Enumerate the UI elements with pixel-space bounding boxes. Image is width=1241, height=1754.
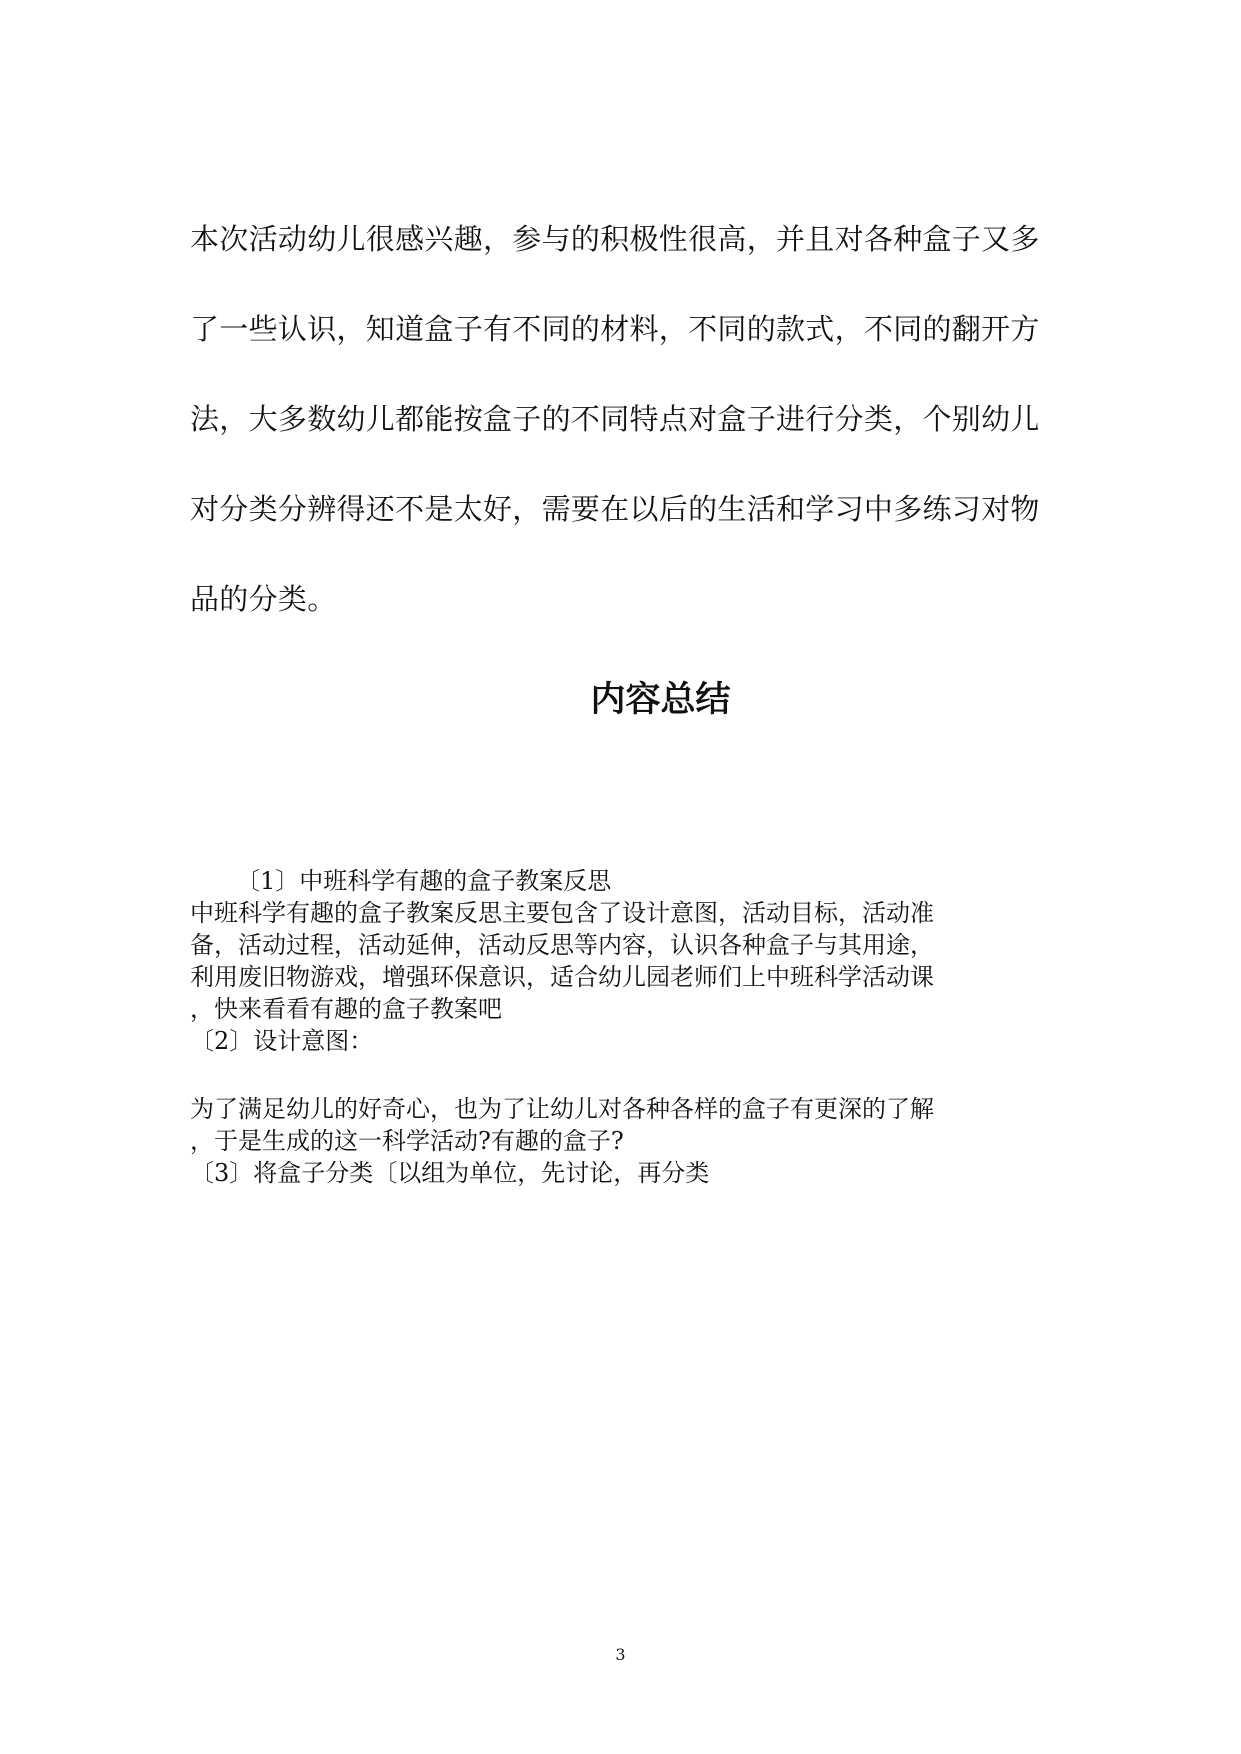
summary-item-3-heading: 〔3〕将盒子分类〔以组为单位，先讨论，再分类 xyxy=(190,1159,710,1187)
body-line: 本次活动幼儿很感兴趣，参与的积极性很高，并且对各种盒子又多 xyxy=(190,222,1040,256)
summary-spacer xyxy=(190,1057,1070,1093)
body-line: 品的分类。 xyxy=(190,582,337,616)
summary-section xyxy=(190,865,1070,1189)
body-line: 了一些认识，知道盒子有不同的材料，不同的款式，不同的翻开方 xyxy=(190,312,1040,346)
summary-item-2-heading: 〔2〕设计意图： xyxy=(190,1027,374,1055)
summary-line: ，于是生成的这一科学活动?有趣的盒子? xyxy=(190,1127,624,1155)
summary-item-1-heading: 〔1〕中班科学有趣的盒子教案反思 xyxy=(236,867,612,895)
summary-line: 利用废旧物游戏，增强环保意识，适合幼儿园老师们上中班科学活动课 xyxy=(190,963,934,991)
body-line: 法，大多数幼儿都能按盒子的不同特点对盒子进行分类，个别幼儿 xyxy=(190,402,1040,436)
body-paragraph xyxy=(190,224,1052,674)
page-number: 3 xyxy=(615,1645,626,1664)
summary-line: ，快来看看有趣的盒子教案吧 xyxy=(190,995,502,1023)
summary-line: 备，活动过程，活动延伸，活动反思等内容，认识各种盒子与其用途， xyxy=(190,931,934,959)
summary-line: 为了满足幼儿的好奇心，也为了让幼儿对各种各样的盒子有更深的了解 xyxy=(190,1095,934,1123)
summary-line: 中班科学有趣的盒子教案反思主要包含了设计意图，活动目标，活动准 xyxy=(190,899,934,927)
body-line: 对分类分辨得还不是太好，需要在以后的生活和学习中多练习对物 xyxy=(190,492,1040,526)
summary-heading: 内容总结 xyxy=(590,680,731,720)
